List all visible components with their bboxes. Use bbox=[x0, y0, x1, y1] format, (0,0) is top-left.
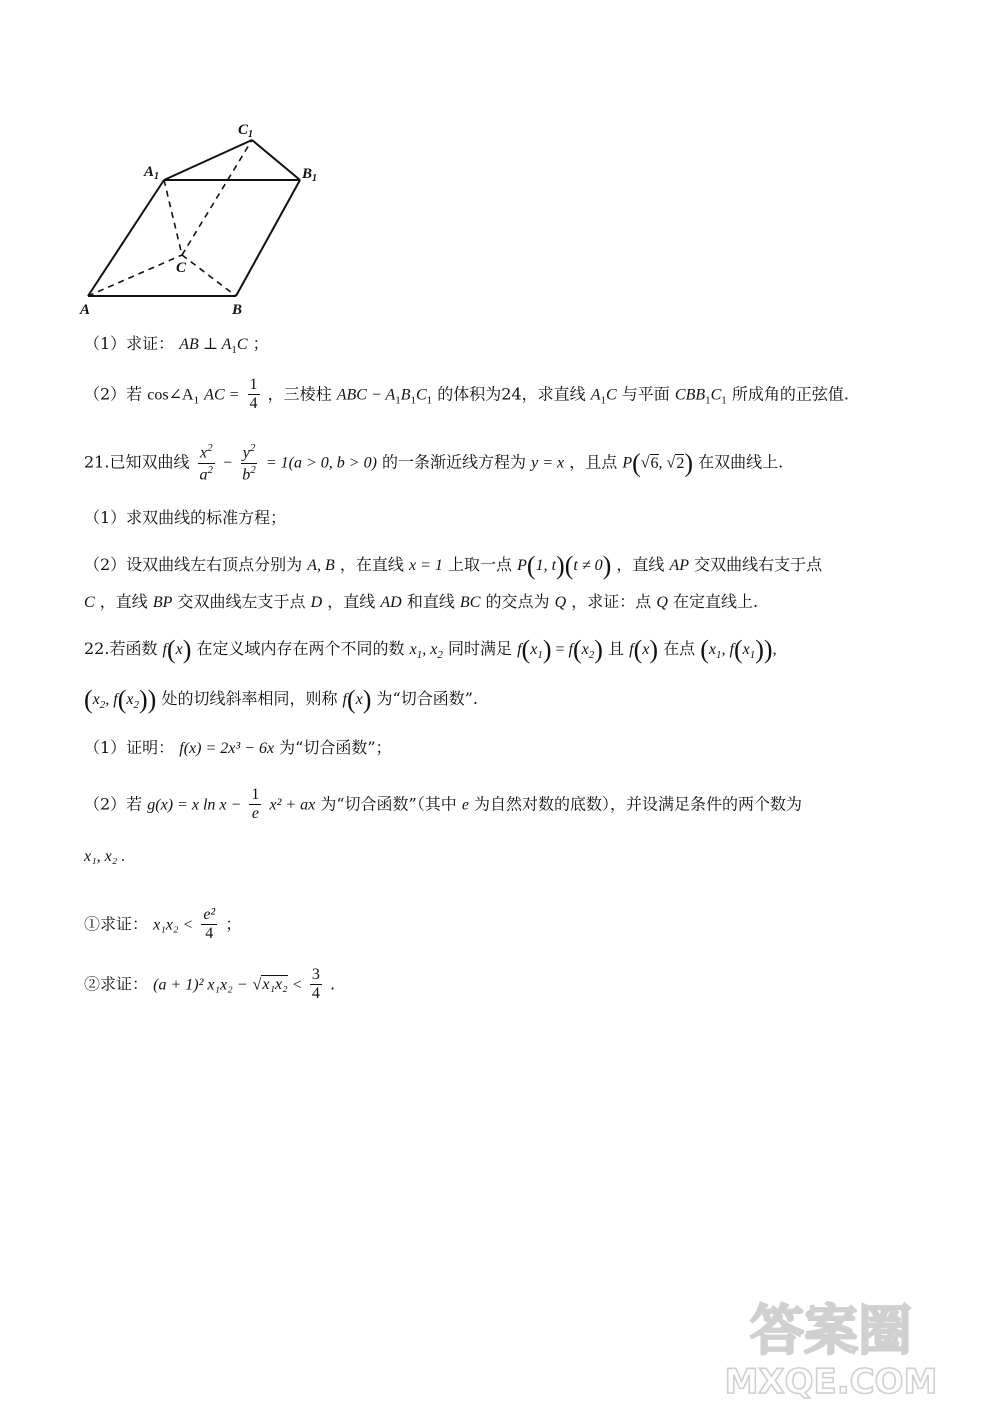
q21-part1: （1）求双曲线的标准方程； bbox=[84, 508, 287, 527]
edge-C-C1 bbox=[182, 140, 252, 255]
fraction-one-over-e: $\frac{1}{e}$ bbox=[251, 786, 260, 823]
q22-part2: （2）若 g(x) = x ln x − $\frac{1}{e}$ x² + ax 为“切合函数”（其中 e 为自然对数的底数），并设满足条件的两个数为 bbox=[84, 786, 803, 823]
edge-C-B bbox=[182, 255, 236, 296]
watermark-logo bbox=[686, 1291, 976, 1401]
edge-C1-B1 bbox=[252, 140, 300, 180]
q22-part1: （1）证明： f(x) = 2x³ − 6x 为“切合函数”； bbox=[84, 738, 392, 757]
label-B: B bbox=[232, 302, 243, 318]
q21-stem: 21.已知双曲线 $\frac{x^2}{a^2}$ − $\frac{y^2}{b^2}$ = 1(a > 0, b > 0) 的一条渐近线方程为 y = x ，且点 P(√6, √2) 在双曲线上. bbox=[84, 442, 784, 484]
q22-claim2: ②求证： (a + 1)² x₁x₂ − √x₁x₂ < $\frac{3}{4}$ . bbox=[84, 966, 336, 1003]
q22-part2-vars: x₁, x₂ . bbox=[84, 848, 126, 865]
q20-part2: （2）若 $\cos\angle A_1$ AC = $\frac{1}{4}$ ，三棱柱 ABC − $A_1B_1C_1$ 的体积为24，求直线 $A_1C$ 与平面 $CBB_1C_1$ 所成角的正弦值. bbox=[84, 376, 849, 413]
watermark-bottom-text: MXQE.COM bbox=[724, 1362, 938, 1401]
edge-A1-C bbox=[164, 180, 182, 255]
q22-stem-line1: 22.若函数 f(x) 在定义域内存在两个不同的数 $x_1$, $x_2$ 同时满足 $f(x_1) = f(x_2)$ 且 f(x) 在点 ($x_1$, $f(x_1)$), bbox=[84, 635, 777, 664]
watermark-top-text: 答案圈 bbox=[750, 1299, 912, 1362]
label-B1: $B_1$ bbox=[302, 166, 318, 184]
label-C1: $C_1$ bbox=[238, 122, 254, 140]
label-A: A bbox=[80, 302, 91, 318]
fraction-three-quarters: $\frac{3}{4}$ bbox=[311, 966, 320, 1003]
fraction-one-quarter: $\frac{1}{4}$ bbox=[249, 376, 258, 413]
q21-part2-line1: （2）设双曲线左右顶点分别为 A, B ，在直线 x = 1 上取一点 P(1, t)(t ≠ 0) ，直线 AP 交双曲线右支于点 bbox=[84, 551, 823, 580]
label-C: C bbox=[176, 260, 187, 276]
q21-part2-line2: C ，直线 BP 交双曲线左支于点 D ，直线 AD 和直线 BC 的交点为 Q ，求证：点 Q 在定直线上. bbox=[84, 592, 759, 611]
edge-A1-C1 bbox=[164, 140, 252, 180]
fraction-y2-b2: $\frac{y^2}{b^2}$ bbox=[242, 442, 256, 484]
fraction-e2-over-4: $\frac{\text{e²}}{4}$ bbox=[203, 906, 216, 943]
q22-claim1: ①求证： x₁x₂ < $\frac{\text{e²}}{4}$ ； bbox=[84, 906, 242, 943]
q20-part1: （1）求证： AB ⊥ $A_1C$ ； bbox=[84, 334, 269, 357]
prism-figure bbox=[78, 118, 358, 318]
label-A1: $A_1$ bbox=[144, 164, 160, 182]
edge-B-B1 bbox=[236, 180, 300, 296]
edge-A-A1 bbox=[88, 180, 164, 296]
fraction-x2-a2: $\frac{x^2}{a^2}$ bbox=[199, 442, 214, 484]
q22-stem-line2: ($x_2$, $f(x_2)$) 处的切线斜率相同，则称 f(x) 为“切合函数”. bbox=[84, 685, 478, 714]
